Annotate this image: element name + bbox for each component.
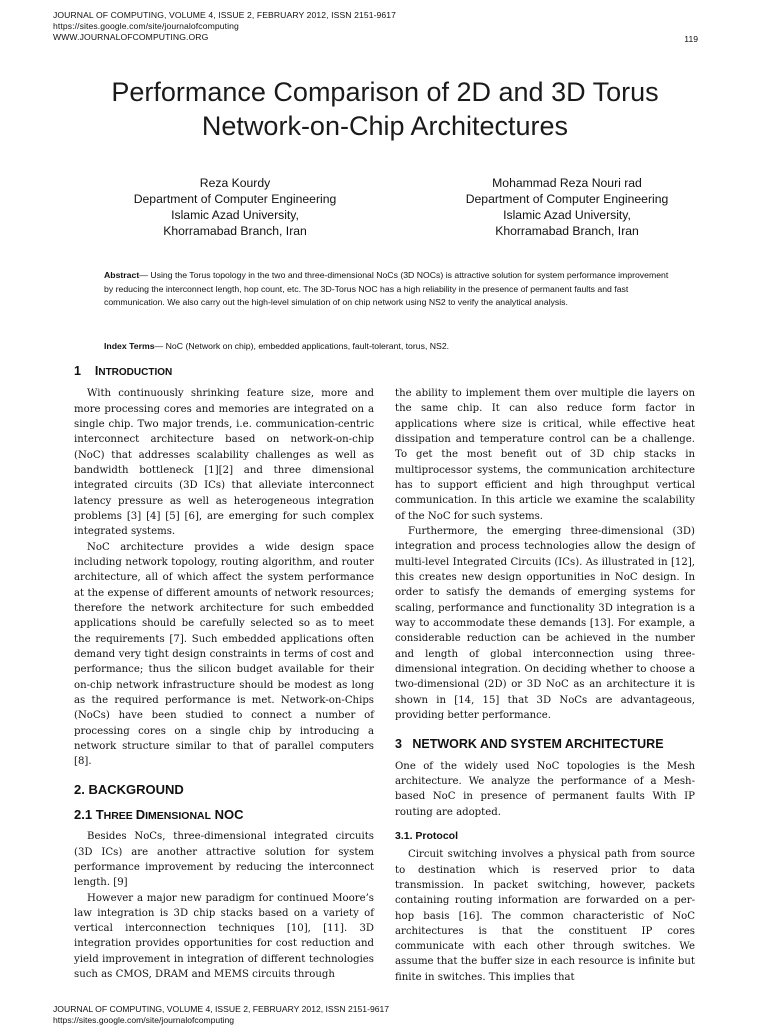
author-branch: Khorramabad Branch, Iran [495,224,639,238]
title-line-1: Performance Comparison of 2D and 3D Torus [111,77,659,107]
author-name: Reza Kourdy [199,176,271,190]
heading-initial: D [135,806,146,822]
paragraph: the ability to implement them over multiple die layers on the same chip. It can also reduce form factor in applications where size is critical, while effective heat dissipation and temperature control can be a challenge. To get the most benefit out of 3D chip stacks in multiprocessor systems, the communication architecture has to support efficient and high throughput vertical communication. In this article we examine the scalability of the NoC for such systems. [395,388,695,522]
heading-rest: NTRODUCTION [98,367,173,378]
author-branch: Khorramabad Branch, Iran [163,224,307,238]
author-block-2 [412,175,722,239]
author-department: Department of Computer Engineering [133,192,337,206]
author-university: Islamic Azad University, [503,208,631,222]
subsection-heading-three-dimensional-noc [74,807,374,824]
heading-text: NETWORK AND SYSTEM ARCHITECTURE [412,737,664,752]
paragraph: However a major new paradigm for continued Moore’s law integration is 3D chip stacks based on a variety of vertical interconnection techniques [10], [11]. 3D integration provides opportunities for cost reduction and yield improvement in integration of different technologies such as CMOS, DRAM and MEMS circuits through [74,892,374,981]
author-university: Islamic Azad University, [171,208,299,222]
footer-journal: JOURNAL OF COMPUTING, VOLUME 4, ISSUE 2, FEBRUARY 2012, ISSN 2151-9617 [53,1004,390,1014]
subsection-heading-protocol: 3.1. Protocol [395,829,459,842]
paragraph: Furthermore, the emerging three-dimensional (3D) integration and process technologies allow the design of multi-level Integrated Circuits (ICs). As illustrated in [12], this creates new design opportunities in NoC design. In order to satisfy the demands of emerging systems for scaling, performance and functionality 3D integration is a way to accommodate these demands [13]. For example, a considerable reduction can be achieved in the number and length of global interconnection using three-dimensional integration. On deciding whether to choose a two-dimensional (2D) or 3D NoC as an architecture it is shown in [14, 15] that 3D NoCs are advantageous, providing better performance. [395,525,695,721]
author-department: Department of Computer Engineering [465,192,669,206]
author-block-1 [80,175,390,239]
section-heading-network-architecture [395,737,695,752]
paper-title [40,75,730,143]
heading-rest: IMENSIONAL [145,809,212,822]
left-column [74,364,374,982]
author-name: Mohammad Reza Nouri rad [492,176,642,190]
header-url: https://sites.google.com/site/journalofcomputing [53,21,239,31]
abstract-label: Abstract [104,270,140,280]
running-header [53,10,396,43]
running-footer [53,1004,389,1026]
section-heading-background: 2. BACKGROUND [74,781,184,797]
section-number: 3 [395,737,402,752]
paragraph: Circuit switching involves a physical path from source to destination which is reserved prior to data transmission. In packet switching, however, packets containing routing information are forwarded on a per-hop basis [16]. The common characteristic of NoC architectures is that the constituent IP cores communicate with each other through switches. We assume that the buffer size in each resource is infinite but finite in switches. This implies that [395,849,695,983]
header-journal: JOURNAL OF COMPUTING, VOLUME 4, ISSUE 2, FEBRUARY 2012, ISSN 2151-9617 [53,10,397,20]
header-site: WWW.JOURNALOFCOMPUTING.ORG [53,32,209,42]
footer-url: https://sites.google.com/site/journalofcomputing [53,1015,235,1025]
index-terms-label: Index Terms [104,341,155,351]
paragraph: One of the widely used NoC topologies is the Mesh architecture. We analyze the performance of a Mesh-based NoC in presence of permanent faults With IP routing are adopted. [395,760,695,818]
right-column [395,386,695,985]
index-terms-text: — NoC (Network on chip), embedded applications, fault-tolerant, torus, NS2. [154,341,450,351]
section-number: 1 [74,364,81,378]
heading-rest: HREE [103,809,136,822]
paragraph: With continuously shrinking feature size, more and more processing cores and memories are integrated on a single chip. Two major trends, i.e. communication-centric interconnect architecture based on network-on-chip (NoC) that addresses scalability challenges as well as bandwidth bottleneck [1][2] and three dimensional integrated circuits (3D ICs) that alleviate interconnect latency pressure as well as heterogeneous integration problems [3] [4] [5] [6], are emerging for such complex integrated systems. [74,388,374,538]
heading-initial: I [94,364,99,378]
section-heading-introduction [74,364,374,380]
paragraph: Besides NoCs, three-dimensional integrated circuits (3D ICs) are another attractive solution for system performance improvement by reducing the interconnect length. [9] [74,831,374,889]
abstract-text: — Using the Torus topology in the two and three-dimensional NoCs (3D NOCs) is attractive solution for system performance improvement by reducing the interconnect length, hop count, etc. The 3D-Torus NOC has a high reliability in the presence of permanent faults and fast communication. We also carry out the high-level simulation of on chip network using NS2 to verify the analytical analysis. [104,270,669,307]
paragraph: NoC architecture provides a wide design space including network topology, routing algorithm, and router architecture, all of which affect the system performance at the expense of different amounts of network resources; therefore the network architecture for such embedded applications should be carefully selected so as to meet the requirements [7]. Such embedded applications often demand very tight design constraints in terms of cost and performance; thus the silicon budget available for their on-chip network infrastructure should be modest as long as the required performance is met. Network-on-Chips (NoCs) have been studied to connect a number of processing cores on a single chip by introducing a network structure similar to that of parallel computers [8]. [74,541,374,768]
index-terms [104,340,674,353]
page-number: 119 [684,34,698,44]
title-line-2: Network-on-Chip Architectures [201,111,569,141]
heading-tail: NOC [211,806,244,822]
abstract [104,269,674,310]
subsection-number: 2.1 [74,806,96,822]
heading-initial: T [95,806,104,822]
